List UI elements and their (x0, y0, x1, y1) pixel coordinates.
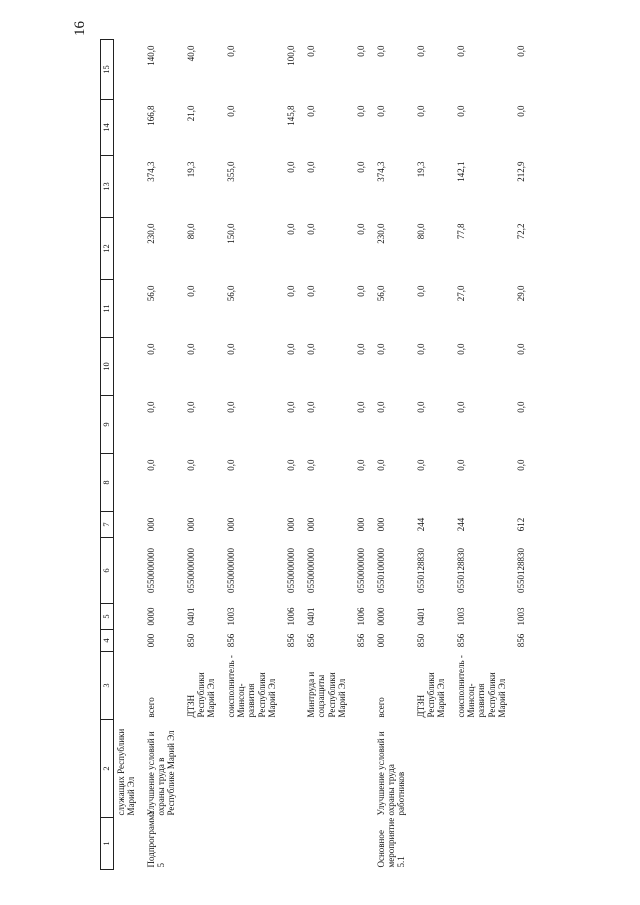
cell-c1 (413, 818, 453, 870)
carry-over-row (114, 40, 143, 870)
cell-value: 212,9 (516, 161, 527, 182)
cell-c5: 1003 (455, 607, 466, 626)
column-header-8: 8 (101, 454, 114, 512)
cell-value: 56,0 (375, 285, 386, 302)
cell-value: 0,0 (516, 45, 527, 57)
cell-c1 (453, 818, 514, 870)
cell-value: 0,0 (305, 161, 316, 173)
cell-value: 0,0 (356, 459, 367, 471)
cell-value: 0,0 (225, 459, 236, 471)
cell-value: 374,3 (375, 161, 386, 182)
cell-c7: 000 (305, 517, 316, 532)
cell-c1 (303, 818, 353, 870)
table-row (453, 40, 514, 870)
cell-value: 0,0 (145, 401, 156, 413)
cell-c4: 850 (185, 633, 196, 648)
cell-value: 0,0 (356, 285, 367, 297)
cell-value: 0,0 (455, 343, 466, 355)
cell-value: 0,0 (516, 105, 527, 117)
cell-c6: 0550000000 (356, 548, 367, 593)
cell-c2 (303, 720, 353, 818)
cell-value: 0,0 (225, 105, 236, 117)
cell-value: 355,0 (225, 161, 236, 182)
cell-value: 230,0 (145, 223, 156, 244)
table-row (183, 40, 223, 870)
cell-c4: 000 (375, 633, 386, 648)
cell-value: 0,0 (516, 401, 527, 413)
column-header-6: 6 (101, 538, 114, 604)
cell-c4: 856 (356, 633, 367, 648)
cell-c2 (283, 720, 302, 818)
cell-c6: 0550000000 (305, 548, 316, 593)
cell-value: 40,0 (185, 45, 196, 62)
cell-value: 0,0 (225, 45, 236, 57)
cell-c5: 1003 (516, 607, 527, 626)
cell-value: 145,8 (286, 105, 297, 126)
cell-value: 56,0 (145, 285, 156, 302)
cell-c5: 0000 (375, 607, 386, 626)
cell-c5: 1006 (286, 607, 297, 626)
cell-c1 (223, 818, 284, 870)
cell-c7: 244 (415, 517, 426, 532)
cell-c2 (183, 720, 223, 818)
cell-c2 (353, 720, 372, 818)
cell-c6: 0550000000 (286, 548, 297, 593)
table-row (223, 40, 284, 870)
cell-c3: соисполнитель - Минсоц-развития Республики Марий Эл (455, 655, 507, 718)
cell-value: 0,0 (225, 343, 236, 355)
cell-c2 (413, 720, 453, 818)
column-header-5: 5 (101, 604, 114, 630)
table-row (373, 40, 413, 870)
budget-table-sheet (100, 40, 620, 870)
cell-value: 0,0 (415, 459, 426, 471)
cell-value: 0,0 (356, 401, 367, 413)
budget-table (100, 39, 533, 870)
cell-value: 56,0 (225, 285, 236, 302)
cell-value: 0,0 (185, 401, 196, 413)
cell-value: 0,0 (415, 45, 426, 57)
cell-value: 0,0 (516, 343, 527, 355)
cell-c6: 0550128830 (516, 548, 527, 593)
carry-over-text: служащих Республики Марий Эл (116, 728, 137, 816)
cell-value: 0,0 (455, 459, 466, 471)
cell-c7: 000 (375, 517, 386, 532)
cell-value: 0,0 (225, 401, 236, 413)
cell-value: 80,0 (415, 223, 426, 240)
cell-value: 77,8 (455, 223, 466, 240)
cell-value: 0,0 (356, 161, 367, 173)
cell-value: 0,0 (286, 459, 297, 471)
cell-c6: 0550100000 (375, 548, 386, 593)
cell-c7: 000 (145, 517, 156, 532)
cell-value: 142,1 (455, 161, 466, 182)
table-row (143, 40, 183, 870)
cell-c5: 0000 (145, 607, 156, 626)
cell-c7: 000 (185, 517, 196, 532)
cell-c6: 0550128830 (455, 548, 466, 593)
column-header-11: 11 (101, 280, 114, 338)
cell-value: 29,0 (516, 285, 527, 302)
cell-c4: 850 (415, 633, 426, 648)
cell-value: 0,0 (286, 285, 297, 297)
cell-c1: Подпрограмма 5 (145, 810, 167, 868)
column-header-10: 10 (101, 338, 114, 396)
cell-value: 0,0 (305, 459, 316, 471)
cell-value: 0,0 (305, 343, 316, 355)
cell-c2 (453, 720, 514, 818)
cell-c7: 000 (286, 517, 297, 532)
column-header-12: 12 (101, 218, 114, 280)
cell-value: 0,0 (185, 285, 196, 297)
cell-c7: 000 (225, 517, 236, 532)
cell-value: 0,0 (516, 459, 527, 471)
cell-value: 0,0 (415, 343, 426, 355)
cell-c1: Основное мероприятие 5.1 (375, 817, 407, 868)
table-row (283, 40, 302, 870)
column-header-14: 14 (101, 100, 114, 156)
column-header-13: 13 (101, 156, 114, 218)
cell-value: 0,0 (356, 343, 367, 355)
column-number-row (101, 40, 114, 870)
cell-value: 0,0 (305, 285, 316, 297)
cell-value: 0,0 (356, 45, 367, 57)
cell-c1 (513, 818, 532, 870)
cell-value: 19,3 (185, 161, 196, 178)
cell-value: 0,0 (305, 401, 316, 413)
cell-c3 (283, 652, 302, 720)
cell-c6: 0550000000 (225, 548, 236, 593)
cell-value: 0,0 (415, 285, 426, 297)
cell-value: 150,0 (225, 223, 236, 244)
cell-value: 0,0 (286, 343, 297, 355)
cell-c4: 856 (455, 633, 466, 648)
table-row (303, 40, 353, 870)
table-row (353, 40, 372, 870)
cell-value: 166,8 (145, 105, 156, 126)
cell-value: 0,0 (415, 105, 426, 117)
cell-value: 0,0 (305, 223, 316, 235)
cell-value: 230,0 (375, 223, 386, 244)
column-header-4: 4 (101, 630, 114, 652)
cell-c5: 0401 (185, 607, 196, 626)
cell-c6: 0550000000 (185, 548, 196, 593)
cell-value: 0,0 (145, 459, 156, 471)
cell-c3 (513, 652, 532, 720)
column-header-9: 9 (101, 396, 114, 454)
page-number: 16 (72, 21, 88, 36)
cell-value: 0,0 (375, 459, 386, 471)
cell-c5: 0401 (305, 607, 316, 626)
cell-c3: ДТЗН Республики Марий Эл (415, 672, 447, 718)
table-row (413, 40, 453, 870)
cell-c5: 0401 (415, 607, 426, 626)
cell-value: 0,0 (375, 343, 386, 355)
column-header-1: 1 (101, 818, 114, 870)
cell-c5: 1006 (356, 607, 367, 626)
cell-value: 0,0 (415, 401, 426, 413)
cell-c3 (353, 652, 372, 720)
cell-value: 0,0 (455, 401, 466, 413)
cell-value: 0,0 (356, 105, 367, 117)
cell-value: 0,0 (185, 459, 196, 471)
cell-value: 0,0 (375, 401, 386, 413)
cell-c6: 0550000000 (145, 548, 156, 593)
cell-c1 (283, 818, 302, 870)
cell-c4: 856 (286, 633, 297, 648)
cell-value: 0,0 (375, 105, 386, 117)
cell-value: 21,0 (185, 105, 196, 122)
cell-value: 0,0 (305, 105, 316, 117)
cell-c4: 856 (305, 633, 316, 648)
cell-c2 (513, 720, 532, 818)
cell-value: 0,0 (286, 223, 297, 235)
cell-value: 0,0 (455, 45, 466, 57)
cell-value: 72,2 (516, 223, 527, 240)
cell-value: 0,0 (356, 223, 367, 235)
cell-c2: Улучшение условий и охраны труда в Республике Марий Эл (145, 730, 177, 816)
cell-value: 0,0 (286, 161, 297, 173)
cell-c4: 856 (516, 633, 527, 648)
cell-c7: 612 (516, 517, 527, 532)
cell-c3: всего (375, 697, 386, 718)
column-header-3: 3 (101, 652, 114, 720)
cell-c6: 0550128830 (415, 548, 426, 593)
cell-value: 0,0 (455, 105, 466, 117)
cell-value: 80,0 (185, 223, 196, 240)
cell-c3: соисполнитель - Минсоц-развития Республики Марий Эл (225, 655, 278, 718)
cell-c7: 000 (356, 517, 367, 532)
cell-value: 0,0 (375, 45, 386, 57)
column-header-7: 7 (101, 512, 114, 538)
cell-value: 0,0 (185, 343, 196, 355)
cell-value: 0,0 (305, 45, 316, 57)
column-header-15: 15 (101, 40, 114, 100)
cell-value: 19,3 (415, 161, 426, 178)
cell-c1 (183, 818, 223, 870)
cell-c2 (223, 720, 284, 818)
cell-value: 100,0 (286, 45, 297, 66)
cell-c3: всего (145, 697, 156, 718)
cell-value: 0,0 (286, 401, 297, 413)
cell-c3: ДТЗН Республики Марий Эл (185, 672, 217, 718)
column-header-2: 2 (101, 720, 114, 818)
cell-c1 (353, 818, 372, 870)
cell-c2: Улучшение условий и охраны труда работников (375, 731, 407, 816)
cell-value: 0,0 (145, 343, 156, 355)
cell-c4: 856 (225, 633, 236, 648)
cell-value: 374,3 (145, 161, 156, 182)
cell-value: 27,0 (455, 285, 466, 302)
cell-c3: Минтруда и соцзащиты Республики Марий Эл (305, 671, 347, 718)
cell-c5: 1003 (225, 607, 236, 626)
cell-c4: 000 (145, 633, 156, 648)
cell-value: 140,0 (145, 45, 156, 66)
cell-c7: 244 (455, 517, 466, 532)
table-row (513, 40, 532, 870)
